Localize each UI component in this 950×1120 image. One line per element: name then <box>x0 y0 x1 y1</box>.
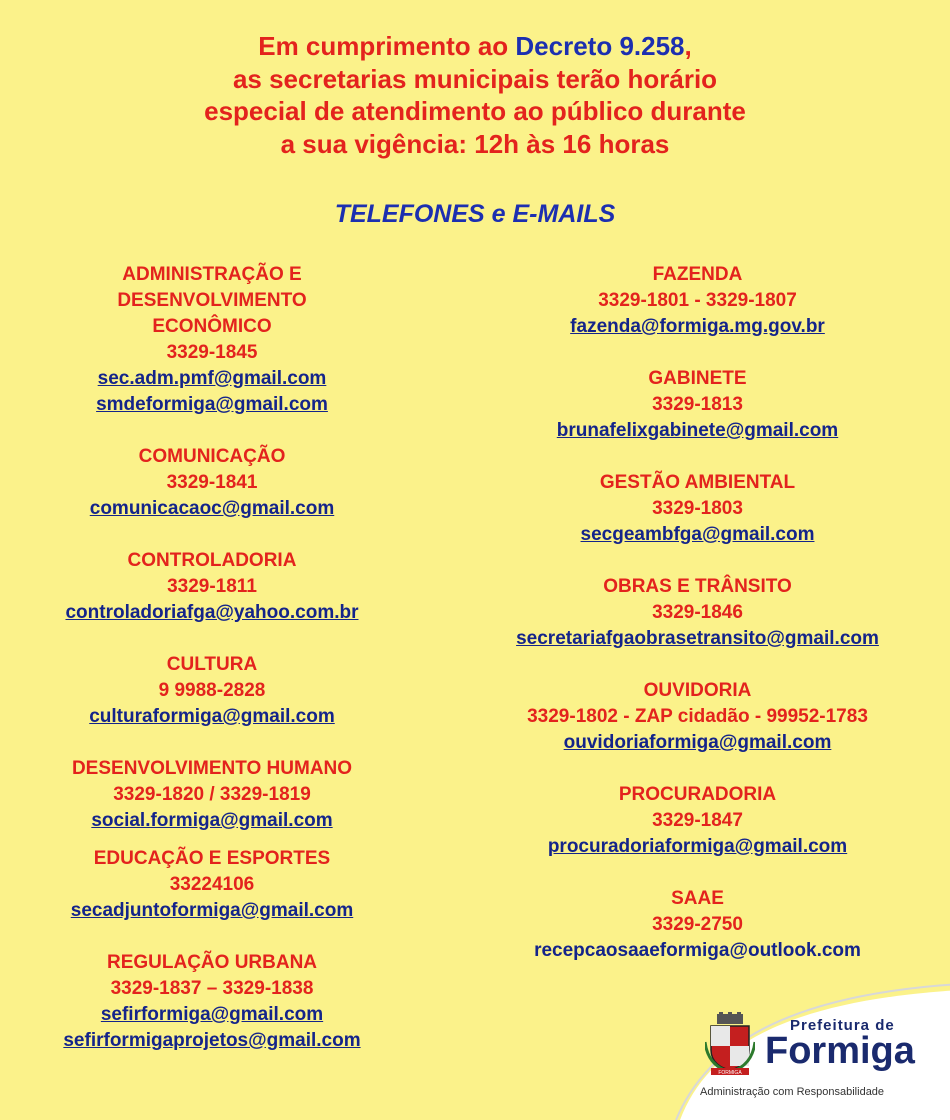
left-column <box>22 262 402 1054</box>
dept-name: FAZENDA <box>652 264 743 285</box>
dept-phone: 33224106 <box>169 874 255 895</box>
dept-name: SAAE <box>671 888 724 909</box>
dept-comunicacao <box>22 444 402 522</box>
dept-phone: 3329-1820 / 3329-1819 <box>113 784 311 805</box>
dept-email[interactable]: comunicacaoc@gmail.com <box>89 498 335 519</box>
dept-email[interactable]: smdeformiga@gmail.com <box>96 394 328 415</box>
dept-phone: 9 9988-2828 <box>158 680 266 701</box>
dept-name: EDUCAÇÃO E ESPORTES <box>93 848 331 869</box>
logo-prefix: Prefeitura de <box>790 1017 895 1034</box>
dept-phone: 3329-2750 <box>652 914 743 935</box>
dept-controladoria <box>22 548 402 626</box>
dept-email[interactable]: recepcaosaaeformiga@outlook.com <box>534 940 861 961</box>
dept-educacao <box>22 846 402 924</box>
right-column <box>470 262 925 964</box>
dept-name: OUVIDORIA <box>643 680 752 701</box>
dept-email[interactable]: culturaformiga@gmail.com <box>89 706 335 727</box>
dept-email[interactable]: brunafelixgabinete@gmail.com <box>556 420 839 441</box>
dept-email[interactable]: secadjuntoformiga@gmail.com <box>70 900 354 921</box>
dept-name: OBRAS E TRÂNSITO <box>603 576 792 597</box>
dept-phone: 3329-1803 <box>652 498 743 519</box>
dept-regulacao-urbana <box>22 950 402 1054</box>
dept-name: PROCURADORIA <box>618 784 777 805</box>
dept-name: CONTROLADORIA <box>127 550 297 571</box>
dept-phone: 3329-1847 <box>652 810 743 831</box>
dept-administracao <box>22 262 402 418</box>
dept-gabinete <box>470 366 925 444</box>
dept-email[interactable]: social.formiga@gmail.com <box>91 810 333 831</box>
dept-email[interactable]: secgeambfga@gmail.com <box>580 524 815 545</box>
decree-reference: Decreto 9.258 <box>515 31 685 61</box>
dept-gestao-ambiental <box>470 470 925 548</box>
dept-name: REGULAÇÃO URBANA <box>106 952 318 973</box>
dept-email[interactable]: sefirformigaprojetos@gmail.com <box>63 1030 361 1051</box>
dept-phone: 3329-1811 <box>167 576 257 597</box>
announcement-line-2: as secretarias municipais terão horário <box>232 63 718 94</box>
dept-fazenda <box>470 262 925 340</box>
dept-email[interactable]: controladoriafga@yahoo.com.br <box>65 602 359 623</box>
announcement <box>0 30 950 160</box>
dept-name: ADMINISTRAÇÃO E DESENVOLVIMENTO ECONÔMICO <box>117 264 307 337</box>
dept-cultura <box>22 652 402 730</box>
announcement-line-1: Em cumprimento ao Decreto 9.258, <box>258 31 692 61</box>
dept-name: GABINETE <box>648 368 747 389</box>
dept-email[interactable]: sefirformiga@gmail.com <box>100 1004 324 1025</box>
announcement-line-3: especial de atendimento ao público durante <box>204 96 746 126</box>
announcement-line-4: a sua vigência: 12h às 16 horas <box>280 128 670 159</box>
dept-phone: 3329-1845 <box>166 342 258 363</box>
dept-email[interactable]: fazenda@formiga.mg.gov.br <box>570 316 825 337</box>
dept-email[interactable]: ouvidoriaformiga@gmail.com <box>563 732 832 753</box>
crest-label: FORMIGA <box>718 1070 742 1076</box>
dept-email[interactable]: procuradoriaformiga@gmail.com <box>547 836 848 857</box>
dept-phone: 3329-1846 <box>652 602 743 623</box>
dept-name: GESTÃO AMBIENTAL <box>599 472 796 493</box>
city-crest-icon <box>705 1012 755 1076</box>
contacts-title: TELEFONES e E-MAILS <box>334 200 616 228</box>
dept-phone: 3329-1837 – 3329-1838 <box>110 978 314 999</box>
dept-obras-transito <box>470 574 925 652</box>
dept-phone: 3329-1801 - 3329-1807 <box>598 290 797 311</box>
logo-tagline: Administração com Responsabilidade <box>700 1086 885 1098</box>
dept-email[interactable]: sec.adm.pmf@gmail.com <box>97 368 327 389</box>
dept-ouvidoria <box>470 678 925 756</box>
logo-city-name: Formiga <box>765 1030 915 1072</box>
dept-name: DESENVOLVIMENTO HUMANO <box>71 758 353 779</box>
dept-saae <box>470 886 925 964</box>
dept-procuradoria <box>470 782 925 860</box>
dept-phone: 3329-1813 <box>652 394 743 415</box>
dept-phone: 3329-1841 <box>166 472 258 493</box>
dept-name: CULTURA <box>166 654 258 675</box>
dept-email[interactable]: secretariafgaobrasetransito@gmail.com <box>516 628 879 649</box>
dept-phone: 3329-1802 - ZAP cidadão - 99952-1783 <box>527 706 868 727</box>
dept-desenvolvimento-humano <box>22 756 402 834</box>
dept-name: COMUNICAÇÃO <box>138 446 286 467</box>
